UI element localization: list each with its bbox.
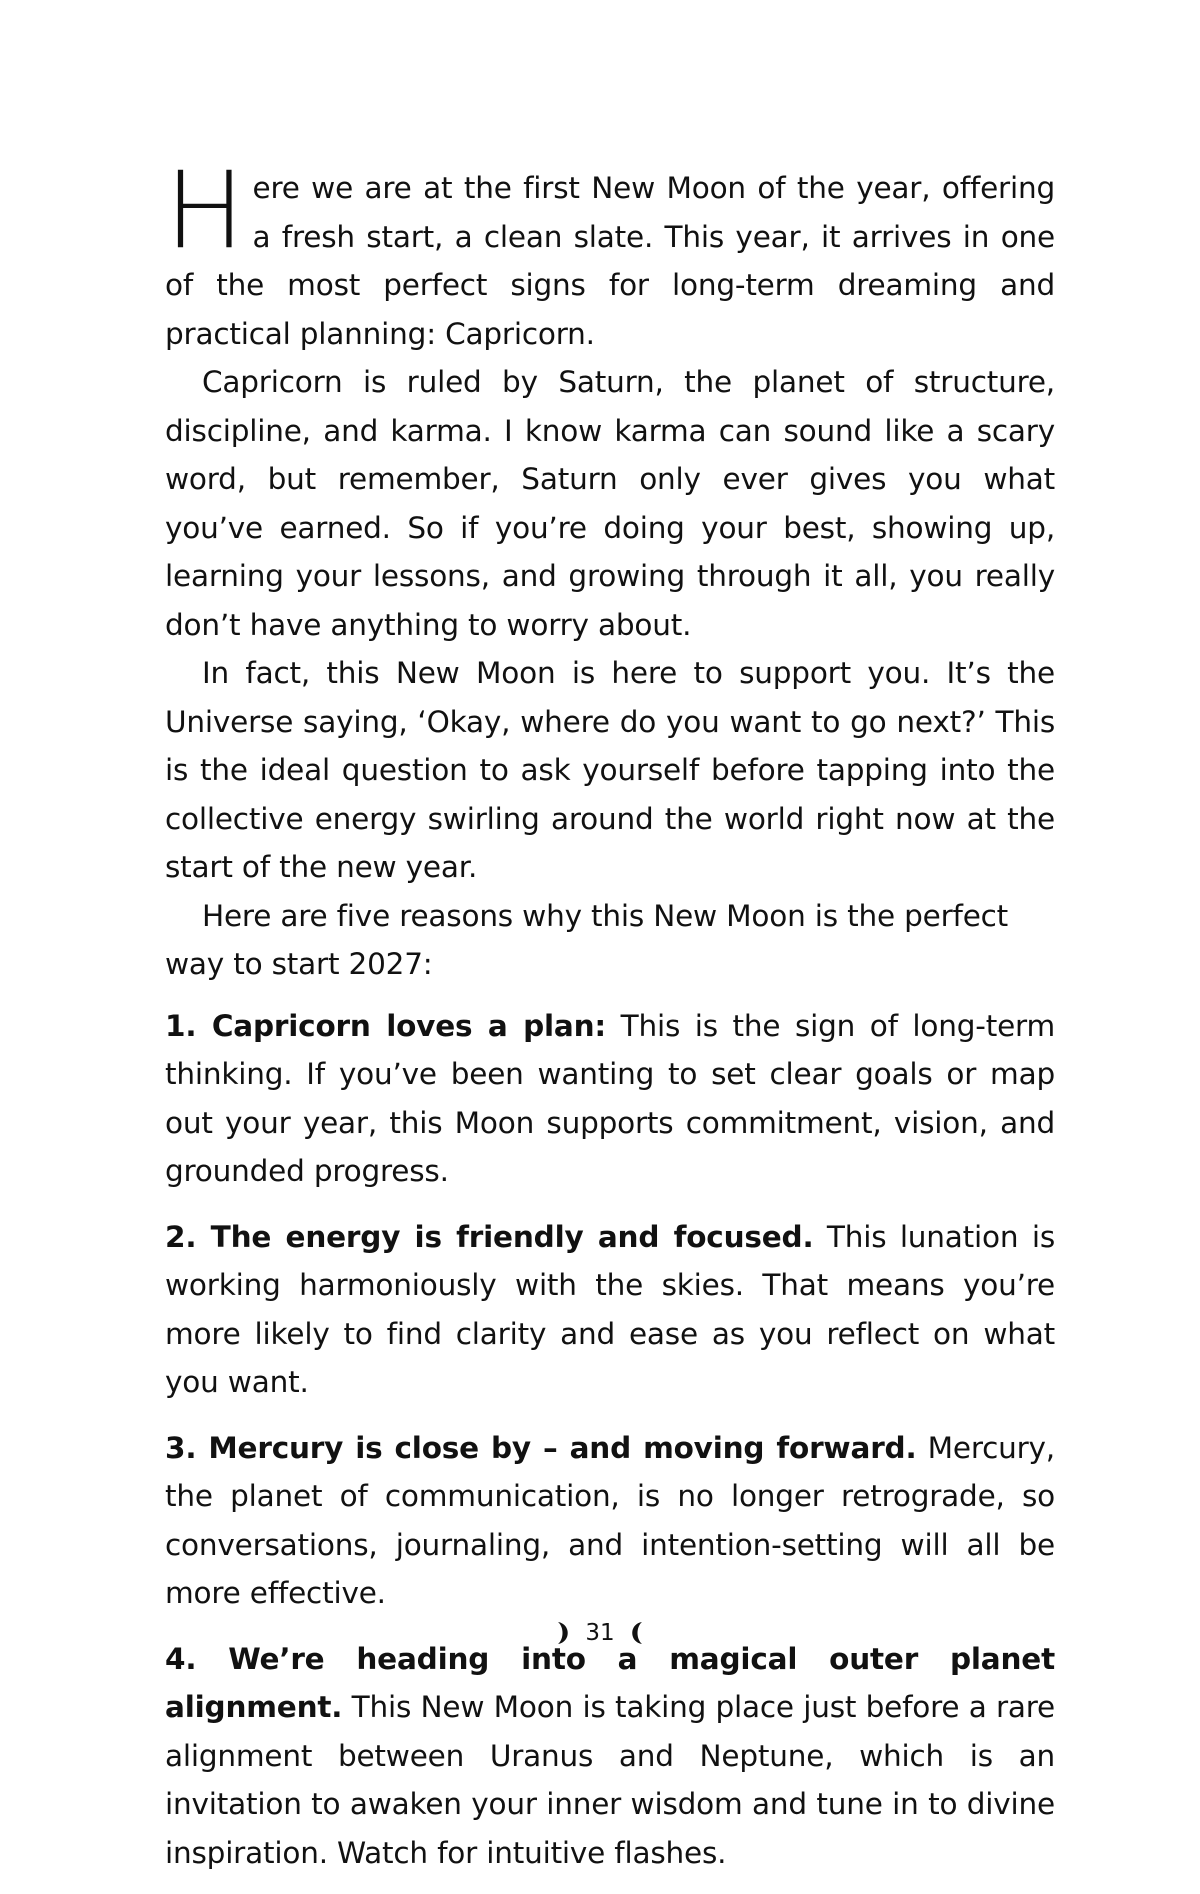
list-item (165, 1002, 1055, 1196)
reason-text: This lunation is working harmoniously with the skies. That means you’re more likely to find clarity and ease as you reflect on what you want. (165, 1219, 1055, 1399)
waxing-crescent-icon (555, 1621, 571, 1645)
reason-text: This is the sign of long-term thinking. If you’ve been wanting to set clear goals or map out your year, this Moon supports commitment, vision, and grounded progress. (165, 1008, 1055, 1188)
reason-text: This New Moon is taking place just before a rare alignment between Uranus and Neptune, which is an invitation to awaken your inner wisdom and tune in to divine inspiration. Watch for intuitive flashes. (165, 1690, 1055, 1870)
reason-heading: 2. The energy is friendly and focused. (165, 1219, 814, 1254)
list-item (165, 1424, 1055, 1618)
reason-heading: 4. We’re heading into a magical outer planet alignment. (165, 1641, 1055, 1724)
reason-heading: 1. Capricorn loves a plan: (165, 1008, 607, 1043)
intro-paragraph-4: Here are five reasons why this New Moon is the perfect way to start 2027: (165, 898, 1009, 981)
page-number: 31 (585, 1620, 615, 1646)
reason-text: Mercury, the planet of communication, is no longer retrograde, so conversations, journaling, and intention-setting will all be more effective. (165, 1430, 1055, 1610)
intro-paragraph-3: In fact, this New Moon is here to support you. It’s the Universe saying, ‘Okay, where do you want to go next?’ This is the ideal question to ask yourself before tapping into the collective energy swirling around the world right now at the start of the new year. (165, 656, 1055, 884)
intro-paragraph-2: Capricorn is ruled by Saturn, the planet of structure, discipline, and karma. I know karma can sound like a scary word, but remember, Saturn only ever gives you what you’ve earned. So if you’re doing your best, showing up, learning your lessons, and growing through it all, you really don’t have anything to worry about. (165, 365, 1055, 642)
list-item (165, 1213, 1055, 1407)
reasons-list (165, 1002, 1055, 1878)
waning-crescent-icon (629, 1621, 645, 1645)
reason-heading: 3. Mercury is close by – and moving forward. (165, 1430, 917, 1465)
list-item (165, 1635, 1055, 1878)
page-footer (0, 1620, 1200, 1646)
intro-paragraph-1-text: ere we are at the first New Moon of the year, offering a fresh start, a clean slate. This year, it arrives in one of the most perfect signs for long-term dreaming and practical planning: Capricorn. (165, 171, 1055, 351)
intro-paragraph-1 (165, 149, 1055, 358)
drop-cap: H (165, 149, 245, 272)
